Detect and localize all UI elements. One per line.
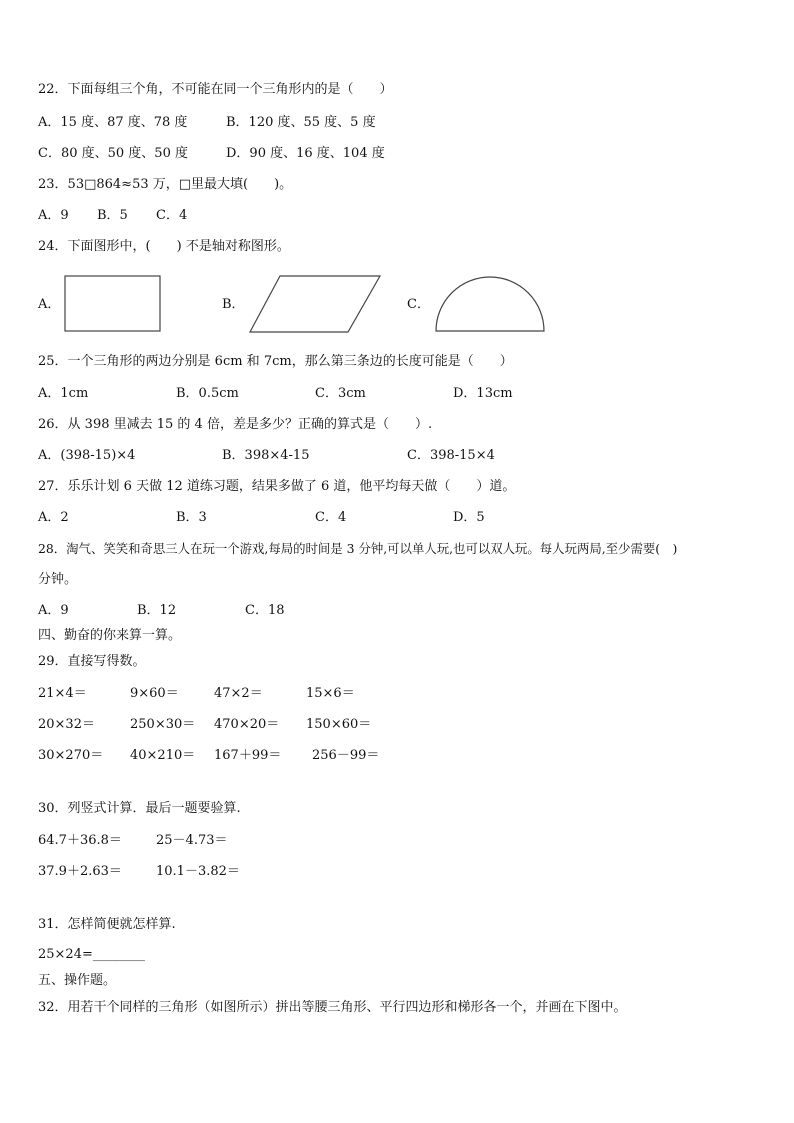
q22-option-c: C．80 度、50 度、50 度 — [38, 146, 188, 161]
q29-item: 30×270＝ — [38, 748, 104, 763]
q26-option-c: C．398-15×4 — [407, 448, 495, 463]
q30-item: 25－4.73＝ — [156, 833, 228, 848]
q25-option-b: B．0.5cm — [176, 386, 239, 401]
q29-item: 20×32＝ — [38, 717, 95, 732]
q24-label-b: B． — [222, 297, 245, 312]
q23-option-a: A．9 — [38, 208, 69, 223]
q25-stem: 25．一个三角形的两边分别是 6cm 和 7cm，那么第三条边的长度可能是（ ） — [38, 354, 513, 369]
q29-item: 21×4＝ — [38, 686, 87, 701]
q23-option-b: B．5 — [97, 208, 128, 223]
q24-label-a: A． — [38, 297, 61, 312]
q29-item: 9×60＝ — [130, 686, 179, 701]
q29-item: 167＋99＝ — [214, 748, 282, 763]
q25-option-c: C．3cm — [315, 386, 366, 401]
q31-stem: 31．怎样简便就怎样算. — [38, 917, 176, 932]
q29-item: 47×2＝ — [214, 686, 263, 701]
q22-option-d: D．90 度、16 度、104 度 — [226, 146, 385, 161]
q29-item: 470×20＝ — [214, 717, 280, 732]
q29-item: 256－99＝ — [312, 748, 380, 763]
q29-stem: 29．直接写得数。 — [38, 654, 146, 669]
q26-option-a: A．(398-15)×4 — [38, 448, 136, 463]
q22-option-b: B．120 度、55 度、5 度 — [226, 115, 376, 130]
q24-stem: 24．下面图形中，( ) 不是轴对称图形。 — [38, 239, 290, 254]
q27-option-b: B．3 — [176, 510, 207, 525]
section-5-heading: 五、操作题。 — [38, 973, 117, 988]
q29-item: 250×30＝ — [130, 717, 196, 732]
q23-option-c: C．4 — [156, 208, 188, 223]
section-4-heading: 四、勤奋的你来算一算。 — [38, 628, 182, 643]
q28-stem: 28．淘气、笑笑和奇思三人在玩一个游戏,每局的时间是 3 分钟,可以单人玩,也可以双人玩。每人玩两局,至少需要( ) — [38, 541, 678, 556]
q28-option-a: A．9 — [38, 603, 69, 618]
q30-item: 64.7＋36.8＝ — [38, 833, 122, 848]
q25-option-a: A．1cm — [38, 386, 89, 401]
parallelogram-figure — [248, 274, 382, 334]
q29-item: 15×6＝ — [306, 686, 355, 701]
rectangle-shape — [65, 276, 160, 331]
q27-option-a: A．2 — [38, 510, 69, 525]
q26-option-b: B．398×4-15 — [222, 448, 310, 463]
q32-stem: 32．用若干个同样的三角形（如图所示）拼出等腰三角形、平行四边形和梯形各一个，并画在下图中。 — [38, 1000, 627, 1015]
q27-option-c: C．4 — [315, 510, 347, 525]
q28-stem-continued: 分钟。 — [38, 572, 78, 587]
q27-stem: 27．乐乐计划 6 天做 12 道练习题，结果多做了 6 道，他平均每天做（ ）道。 — [38, 479, 516, 494]
q29-item: 150×60＝ — [306, 717, 372, 732]
semicircle-shape — [436, 277, 544, 331]
parallelogram-shape — [250, 276, 380, 332]
q29-item: 40×210＝ — [130, 748, 196, 763]
q28-option-b: B．12 — [137, 603, 177, 618]
rectangle-figure — [64, 275, 162, 333]
q24-label-c: C． — [407, 297, 430, 312]
q28-option-c: C．18 — [245, 603, 285, 618]
q31-expression: 25×24=________ — [38, 947, 145, 962]
semicircle-figure — [434, 275, 546, 333]
q30-item: 10.1－3.82＝ — [156, 864, 240, 879]
q22-option-a: A．15 度、87 度、78 度 — [38, 115, 188, 130]
q30-stem: 30．列竖式计算．最后一题要验算. — [38, 801, 241, 816]
q26-stem: 26．从 398 里减去 15 的 4 倍，差是多少？正确的算式是（ ）. — [38, 417, 433, 432]
q30-item: 37.9＋2.63＝ — [38, 864, 122, 879]
q22-stem: 22．下面每组三个角，不可能在同一个三角形内的是（ ） — [38, 82, 393, 97]
q25-option-d: D．13cm — [453, 386, 513, 401]
q27-option-d: D．5 — [453, 510, 485, 525]
q23-stem: 23．53□864≈53 万，□里最大填( )。 — [38, 177, 293, 192]
